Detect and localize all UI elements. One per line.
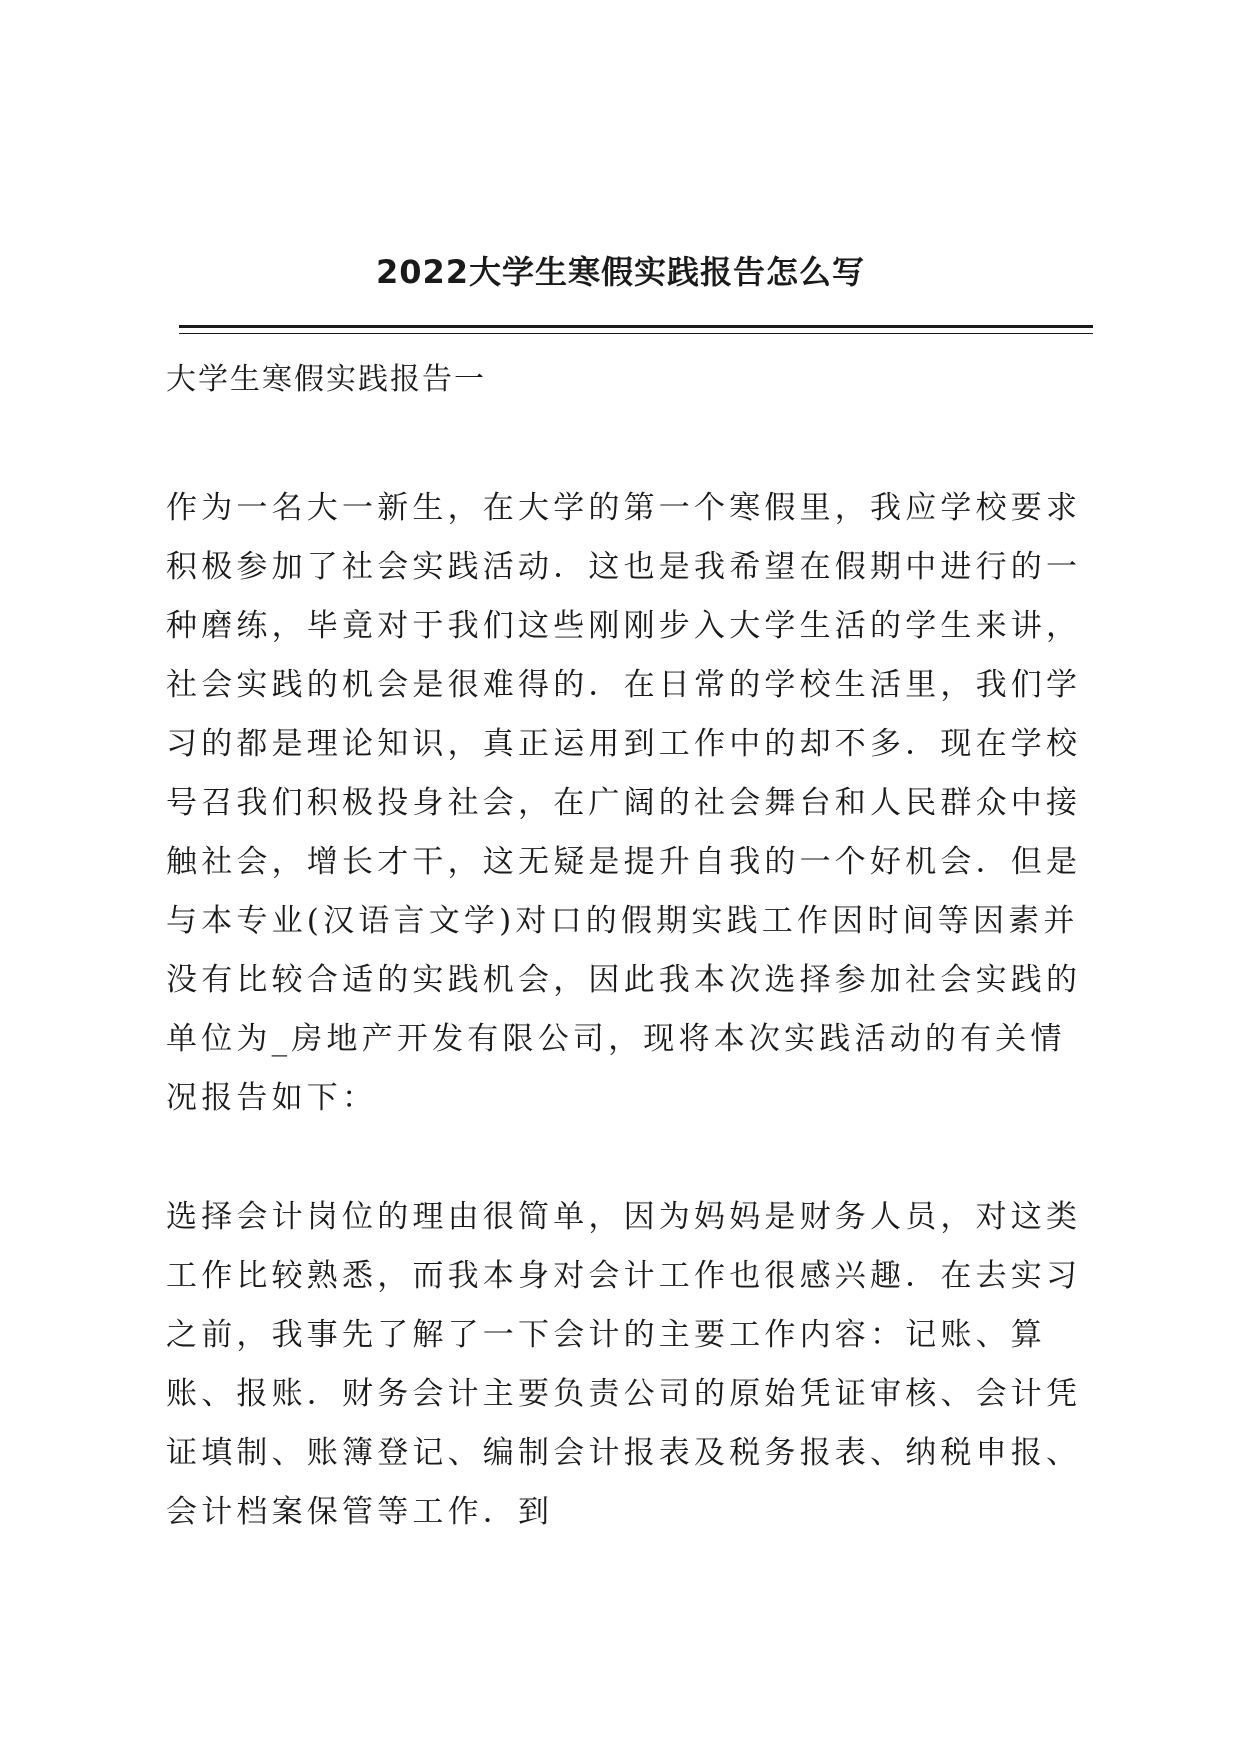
page-title: 2022大学生寒假实践报告怎么写 bbox=[375, 253, 866, 291]
body-paragraph-1: 作为一名大一新生，在大学的第一个寒假里，我应学校要求积极参加了社会实践活动．这也是我希望在假期中进行的一种磨练，毕竟对于我们这些刚刚步入大学生活的学生来讲，社会实践的机会是很难得的．在日常的学校生活里，我们学习的都是理论知识，真正运用到工作中的却不多．现在学校号召我们积极投身社会，在广阔的社会舞台和人民群众中接触社会，增长才干，这无疑是提升自我的一个好机会．但是与本专业(汉语言文学)对口的假期实践工作因时间等因素并没有比较合适的实践机会，因此我本次选择参加社会实践的单位为_房地产开发有限公司，现将本次实践活动的有关情况报告如下： bbox=[166, 490, 1082, 1116]
section-heading: 大学生寒假实践报告一 bbox=[166, 362, 486, 397]
body-paragraph-2: 选择会计岗位的理由很简单，因为妈妈是财务人员，对这类工作比较熟悉，而我本身对会计工作也很感兴趣．在去实习之前，我事先了解了一下会计的主要工作内容：记账、算账、报账．财务会计主要负责公司的原始凭证审核、会计凭证填制、账簿登记、编制会计报表及税务报表、纳税申报、会计档案保管等工作．到 bbox=[166, 1199, 1082, 1530]
title-double-rule bbox=[179, 325, 1093, 334]
